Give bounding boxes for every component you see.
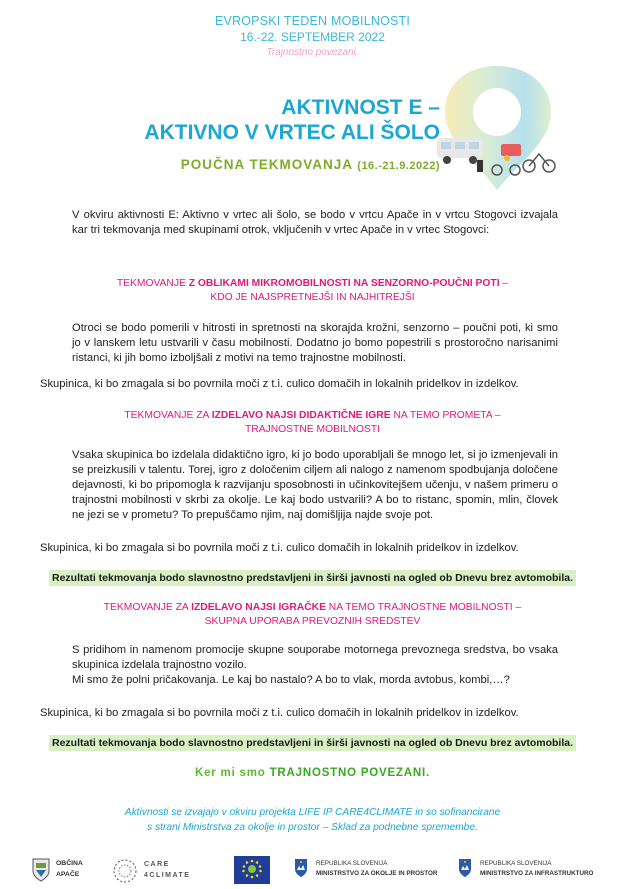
section-1-body: Otroci se bodo pomerili v hitrosti in spretnosti na skorajda krožni, senzorno – poučni poti, ki smo jo v lanskem letu ustvarili v času mobilnosti. Dodatno jo bomo popestrili s prostoročno narisanimi ristanci, ki jih bomo izboljšali z motivi na temo trajnostne mobilnosti. xyxy=(72,322,558,364)
apace-label-1: OBČINA xyxy=(56,860,83,867)
section-2-body: Vsaka skupinica bo izdelala didaktično igro, ki jo bodo uporabljali še mnogo let, si jo izmenjevali in se preizkusili v talentu. Torej, igro z določenim ciljem ali nalogo z namenom spodbujanja določene dejavnosti, ki bo pripomogla k razvijanju sposobnosti in učinkovitejšem učenju, v našem primeru o trajnostni mobilnosti v skrbi za okolje. Le kaj bodo ustvarili? A bo to ristanc, spomin, mlin, človek ne jezi se v prometu? To prepuščamo njim, naj domišljija najde svoje pot. xyxy=(72,449,558,521)
mzi-label-1: REPUBLIKA SLOVENIJA xyxy=(480,860,552,867)
apace-coat-of-arms-icon xyxy=(32,858,50,882)
closing-slogan: Ker mi smo TRAJNOSTNO POVEZANI. xyxy=(194,767,431,779)
project-note-line-1: Aktivnosti se izvajajo v okviru projekta LIFE IP CARE4CLIMATE in so sofinancirane xyxy=(124,807,501,818)
subtitle: POUČNA TEKMOVANJA (16.-21.9.2022) xyxy=(180,157,440,172)
title-line-1: AKTIVNOST E – xyxy=(281,96,440,119)
obcina-apace-logo xyxy=(32,858,102,884)
section-3-body xyxy=(72,643,558,688)
mop-label-2: MINISTRSTVO ZA OKOLJE IN PROSTOR xyxy=(316,870,438,877)
event-slogan: Trajnostno povezani. xyxy=(266,47,359,58)
ministry-infrastructure-logo xyxy=(458,856,608,884)
project-note xyxy=(80,805,545,835)
apace-label-2: APAČE xyxy=(56,871,80,878)
slovenia-coat-of-arms-icon xyxy=(294,858,308,878)
eu-flag-icon xyxy=(234,856,270,884)
section-3-heading: TEKMOVANJE ZA IZDELAVO NAJSI IGRAČKE NA TEMO TRAJNOSTNE MOBILNOSTI – SKUPNA UPORABA PREVOZNIH SREDSTEV xyxy=(103,602,522,627)
results-note-2: Rezultati tekmovanja bodo slavnostno predstavljeni in širši javnosti na ogled ob Dnevu brez avtomobila. xyxy=(0,737,625,749)
care-label-1: CARE xyxy=(144,861,170,868)
section-1-prize: Skupinica, ki bo zmagala si bo povrnila moči z t.i. culico domačih in lokalnih pridelkov in izdelkov. xyxy=(40,378,519,390)
event-title: EVROPSKI TEDEN MOBILNOSTI xyxy=(214,14,411,28)
care-label-2: 4CLIMATE xyxy=(144,872,191,879)
care4climate-logo xyxy=(112,858,207,884)
slovenia-coat-of-arms-icon xyxy=(458,858,472,878)
section-3-prize: Skupinica, ki bo zmagala si bo povrnila moči z t.i. culico domačih in lokalnih pridelkov in izdelkov. xyxy=(40,707,519,719)
section-3-body-1: S pridihom in namenom promocije skupne souporabe motornega prevoznega sredstva, bo vsaka skupinica izdelala trajnostno vozilo. xyxy=(72,644,558,671)
care4climate-circle-icon xyxy=(112,858,138,884)
mzi-label-2: MINISTRSTVO ZA INFRASTRUKTURO xyxy=(480,870,594,877)
eu-life-logo xyxy=(234,856,270,884)
section-2-heading: TEKMOVANJE ZA IZDELAVO NAJSI DIDAKTIČNE IGRE NA TEMO PROMETA – TRAJNOSTNE MOBILNOSTI xyxy=(124,410,501,435)
section-2-prize: Skupinica, ki bo zmagala si bo povrnila moči z t.i. culico domačih in lokalnih pridelkov in izdelkov. xyxy=(40,542,519,554)
section-1-heading: TEKMOVANJE Z OBLIKAMI MIKROMOBILNOSTI NA SENZORNO-POUČNI POTI – KDO JE NAJSPRETNEJŠI IN NAJHITREJŠI xyxy=(116,278,509,303)
mobility-pin-illustration xyxy=(437,62,559,192)
intro-paragraph: V okviru aktivnosti E: Aktivno v vrtec ali šolo, se bodo v vrtcu Apače in v vrtcu Stogovci izvajala kar tri tekmovanja med skupinami otrok, vključenih v vrtec Apače in v vrtec Stogovci: xyxy=(72,209,558,236)
project-note-line-2: s strani Ministrstva za okolje in prostor – Sklad za podnebne spremembe. xyxy=(147,822,478,833)
event-dates: 16.-22. SEPTEMBER 2022 xyxy=(240,30,385,44)
section-3-body-2: Mi smo že polni pričakovanja. Le kaj bo nastalo? A bo to vlak, morda avtobus, kombi,…? xyxy=(72,674,510,686)
ministry-environment-logo xyxy=(294,856,444,884)
mop-label-1: REPUBLIKA SLOVENIJA xyxy=(316,860,388,867)
results-note-1: Rezultati tekmovanja bodo slavnostno predstavljeni in širši javnosti na ogled ob Dnevu brez avtomobila. xyxy=(0,572,625,584)
title-line-2: AKTIVNO V VRTEC ALI ŠOLO xyxy=(144,121,440,144)
